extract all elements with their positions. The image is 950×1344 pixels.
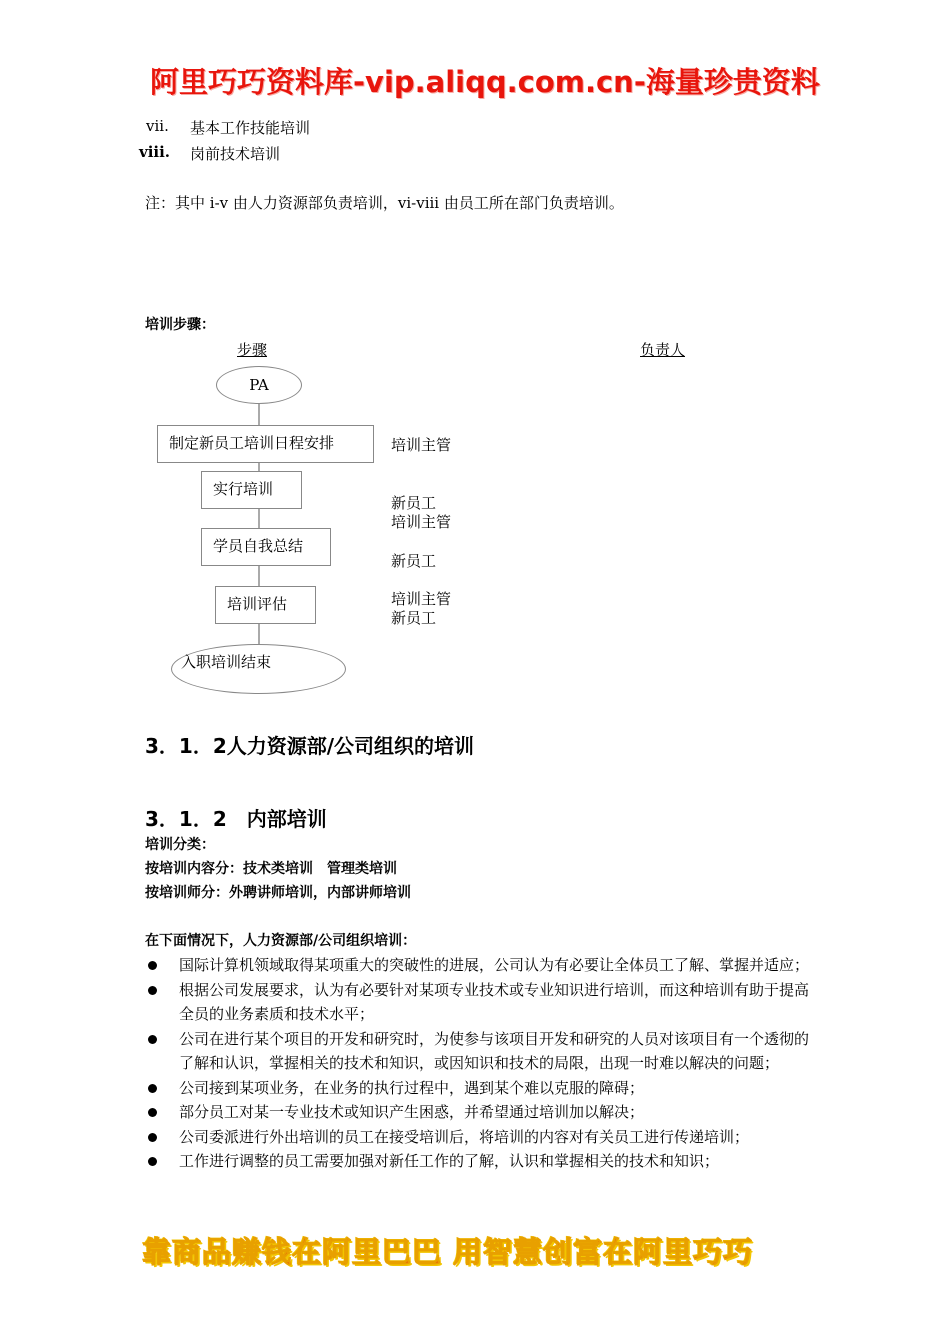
owner-step4-a: 培训主管 bbox=[391, 590, 452, 608]
list-item bbox=[145, 1100, 810, 1125]
section-heading-internal-training: 3．1．2 内部培训 bbox=[145, 807, 327, 831]
list-item-text: 公司在进行某个项目的开发和研究时，为使参与该项目开发和研究的人员对该项目有一个透彻的了解和认识，掌握相关的技术和知识，或因知识和技术的局限，出现一时难以解决的问题； bbox=[179, 1029, 810, 1072]
header-banner: 阿里巧巧资料库-vip.aliqq.com.cn-海量珍贵资料 bbox=[150, 65, 820, 99]
list-item-viii: 岗前技术培训 bbox=[190, 145, 281, 163]
bullet-dot-icon bbox=[148, 1108, 157, 1117]
list-item-text: 部分员工对某一专业技术或知识产生困惑，并希望通过培训加以解决； bbox=[179, 1103, 645, 1121]
classify-by-content: 按培训内容分：技术类培训 管理类培训 bbox=[145, 861, 397, 877]
situations-list bbox=[145, 953, 810, 1174]
flow-end-label: 入职培训结束 bbox=[181, 653, 272, 671]
list-item-text: 国际计算机领域取得某项重大的突破性的进展，公司认为有必要让全体员工了解、掌握并适应； bbox=[179, 956, 810, 974]
list-item-text: 工作进行调整的员工需要加强对新任工作的了解，认识和掌握相关的技术和知识； bbox=[179, 1152, 720, 1170]
list-item-text: 根据公司发展要求，认为有必要针对某项专业技术或专业知识进行培训，而这种培训有助于提高全员的业务素质和技术水平； bbox=[179, 980, 810, 1023]
flow-end-node bbox=[171, 644, 346, 694]
bullet-dot-icon bbox=[148, 1084, 157, 1093]
owner-step1: 培训主管 bbox=[391, 436, 452, 454]
list-item-text: 公司接到某项业务，在业务的执行过程中，遇到某个难以克服的障碍； bbox=[179, 1078, 645, 1097]
bullet-dot-icon bbox=[148, 1035, 157, 1044]
steps-title: 培训步骤： bbox=[145, 317, 215, 333]
column-owner-header: 负责人 bbox=[640, 341, 686, 359]
flow-start-node bbox=[216, 366, 302, 404]
flow-step-evaluation bbox=[215, 586, 316, 624]
owner-step3: 新员工 bbox=[391, 552, 437, 570]
bullet-dot-icon bbox=[148, 986, 157, 995]
list-item-text: 公司委派进行外出培训的员工在接受培训后，将培训的内容对有关员工进行传递培训； bbox=[179, 1127, 750, 1146]
list-number-viii: viii. bbox=[139, 143, 171, 161]
column-step-header: 步骤 bbox=[237, 341, 268, 359]
list-item-vii: 基本工作技能培训 bbox=[190, 119, 311, 137]
list-item bbox=[145, 1076, 810, 1101]
flow-step-implement-label: 实行培训 bbox=[213, 480, 274, 498]
situations-title: 在下面情况下，人力资源部/公司组织培训： bbox=[145, 933, 417, 949]
classify-title: 培训分类： bbox=[145, 837, 215, 853]
list-item bbox=[145, 1125, 810, 1150]
flow-start-label: PA bbox=[249, 376, 269, 394]
bullet-dot-icon bbox=[148, 1133, 157, 1142]
list-number-vii: vii. bbox=[146, 117, 169, 135]
bullet-dot-icon bbox=[148, 961, 157, 970]
list-item bbox=[145, 1027, 810, 1076]
flow-step-implement bbox=[201, 471, 302, 509]
owner-step2-a: 新员工 bbox=[391, 494, 437, 512]
owner-step4-b: 新员工 bbox=[391, 609, 437, 627]
list-item bbox=[145, 1149, 810, 1174]
note-text: 注：其中 i-v 由人力资源部负责培训，vi-viii 由员工所在部门负责培训。 bbox=[145, 194, 624, 212]
owner-step2-b: 培训主管 bbox=[391, 513, 452, 531]
flow-step-schedule-label: 制定新员工培训日程安排 bbox=[169, 434, 335, 452]
footer-banner: 靠商品赚钱在阿里巴巴 用智慧创富在阿里巧巧 bbox=[142, 1235, 754, 1269]
flow-step-schedule bbox=[157, 425, 374, 463]
section-heading-hr-training: 3．1．2人力资源部/公司组织的培训 bbox=[145, 734, 475, 758]
list-item bbox=[145, 953, 810, 978]
flow-step-self-summary bbox=[201, 528, 331, 566]
classify-by-teacher: 按培训师分：外聘讲师培训，内部讲师培训 bbox=[145, 885, 411, 901]
flow-step-self-summary-label: 学员自我总结 bbox=[213, 537, 304, 555]
bullet-dot-icon bbox=[148, 1157, 157, 1166]
list-item bbox=[145, 978, 810, 1027]
flow-step-evaluation-label: 培训评估 bbox=[227, 595, 288, 613]
